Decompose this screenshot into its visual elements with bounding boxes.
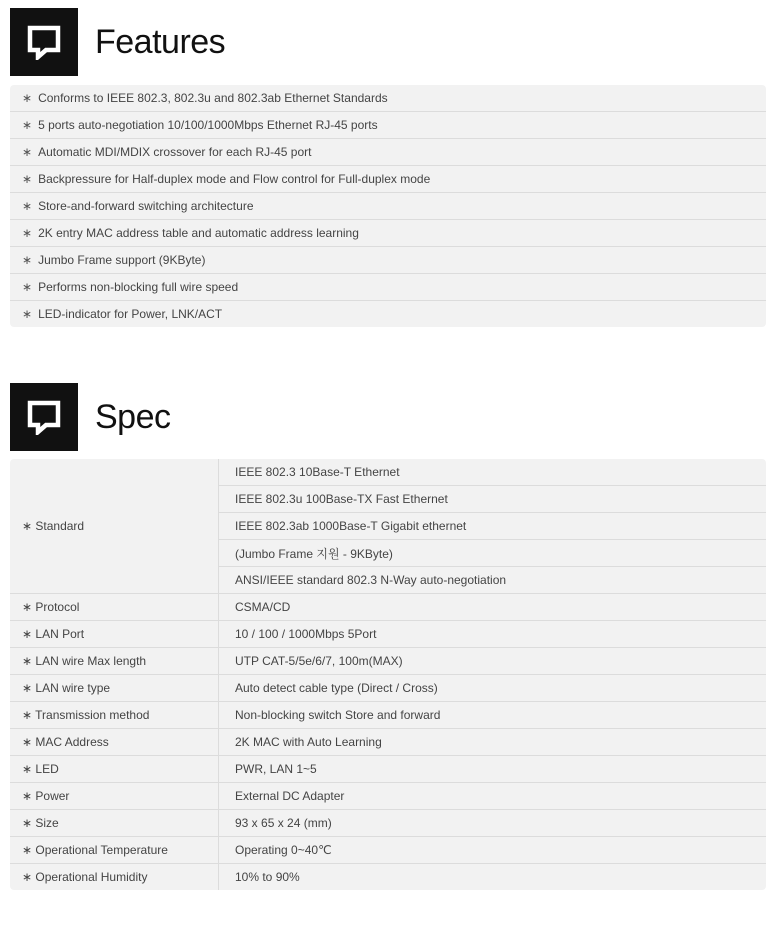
feature-item — [10, 112, 766, 139]
spec-row — [10, 675, 766, 702]
bullet-icon: ∗ — [22, 145, 33, 159]
spec-value: (Jumbo Frame 지원 - 9KByte) — [219, 540, 767, 567]
bullet-icon: ∗ — [22, 91, 33, 105]
feature-item — [10, 139, 766, 166]
feature-item — [10, 301, 766, 327]
spec-label: ∗ Power — [10, 783, 219, 810]
features-title: Features — [95, 22, 226, 61]
spec-value: 10% to 90% — [235, 870, 300, 884]
bullet-icon: ∗ — [22, 118, 33, 132]
spec-table-container — [10, 459, 766, 890]
spec-row — [10, 864, 766, 891]
feature-item — [10, 274, 766, 301]
feature-text: Performs non-blocking full wire speed — [38, 280, 239, 294]
spec-value: PWR, LAN 1~5 — [219, 756, 767, 783]
feature-item — [10, 193, 766, 220]
spec-value: IEEE 802.3ab 1000Base-T Gigabit ethernet — [219, 513, 767, 540]
features-list — [10, 85, 766, 327]
feature-text: Backpressure for Half-duplex mode and Flow control for Full-duplex mode — [38, 172, 431, 186]
spec-label: ∗ LAN wire type — [10, 675, 219, 702]
feature-text: Jumbo Frame support (9KByte) — [38, 253, 206, 267]
spec-value: External DC Adapter — [219, 783, 767, 810]
bullet-icon: ∗ — [22, 253, 33, 267]
spec-row — [10, 837, 766, 864]
spec-value: 93 x 65 x 24 (mm) — [219, 810, 767, 837]
bullet-icon: ∗ — [22, 172, 33, 186]
spec-label: ∗ LED — [10, 756, 219, 783]
spec-label: ∗ Operational Temperature — [10, 837, 219, 864]
feature-item — [10, 166, 766, 193]
feature-item — [10, 220, 766, 247]
feature-text: LED-indicator for Power, LNK/ACT — [38, 307, 223, 321]
spec-row — [10, 756, 766, 783]
feature-text: Conforms to IEEE 802.3, 802.3u and 802.3ab Ethernet Standards — [38, 91, 388, 105]
spec-row-standard — [10, 459, 766, 486]
bullet-icon: ∗ — [22, 226, 33, 240]
spec-row — [10, 810, 766, 837]
spec-value: ANSI/IEEE standard 802.3 N-Way auto-negotiation — [219, 567, 767, 594]
spec-label: ∗ Transmission method — [10, 702, 219, 729]
spec-value: 10 / 100 / 1000Mbps 5Port — [219, 621, 767, 648]
spec-value: Non-blocking switch Store and forward — [219, 702, 767, 729]
speech-bubble-icon — [10, 8, 78, 76]
spec-value: Auto detect cable type (Direct / Cross) — [219, 675, 767, 702]
spec-label: ∗ Operational Humidity — [10, 864, 219, 891]
bullet-icon: ∗ — [22, 307, 33, 321]
spec-title: Spec — [95, 397, 171, 436]
spec-label: ∗ LAN Port — [10, 621, 219, 648]
feature-text: Automatic MDI/MDIX crossover for each RJ-45 port — [38, 145, 312, 159]
spec-label: ∗ Standard — [10, 459, 219, 594]
spec-label: ∗ LAN wire Max length — [10, 648, 219, 675]
spec-label: ∗ MAC Address — [10, 729, 219, 756]
bullet-icon: ∗ — [22, 280, 33, 294]
spec-value: 2K MAC with Auto Learning — [219, 729, 767, 756]
spec-label: ∗ Protocol — [10, 594, 219, 621]
spec-table — [10, 459, 766, 890]
spec-row — [10, 648, 766, 675]
speech-bubble-icon — [10, 383, 78, 451]
features-header — [10, 8, 225, 76]
spec-row — [10, 594, 766, 621]
spec-value: IEEE 802.3 10Base-T Ethernet — [219, 459, 767, 486]
spec-value: UTP CAT-5/5e/6/7, 100m(MAX) — [219, 648, 767, 675]
feature-text: 2K entry MAC address table and automatic address learning — [38, 226, 359, 240]
spec-value: Operating 0~40℃ — [219, 837, 767, 864]
spec-row — [10, 621, 766, 648]
spec-value: IEEE 802.3u 100Base-TX Fast Ethernet — [219, 486, 767, 513]
feature-text: Store-and-forward switching architecture — [38, 199, 254, 213]
feature-item — [10, 247, 766, 274]
spec-label: ∗ Size — [10, 810, 219, 837]
spec-row — [10, 702, 766, 729]
spec-header — [10, 383, 171, 451]
spec-row — [10, 783, 766, 810]
feature-item — [10, 85, 766, 112]
feature-text: 5 ports auto-negotiation 10/100/1000Mbps Ethernet RJ-45 ports — [38, 118, 378, 132]
spec-value: CSMA/CD — [219, 594, 767, 621]
spec-row — [10, 729, 766, 756]
bullet-icon: ∗ — [22, 199, 33, 213]
